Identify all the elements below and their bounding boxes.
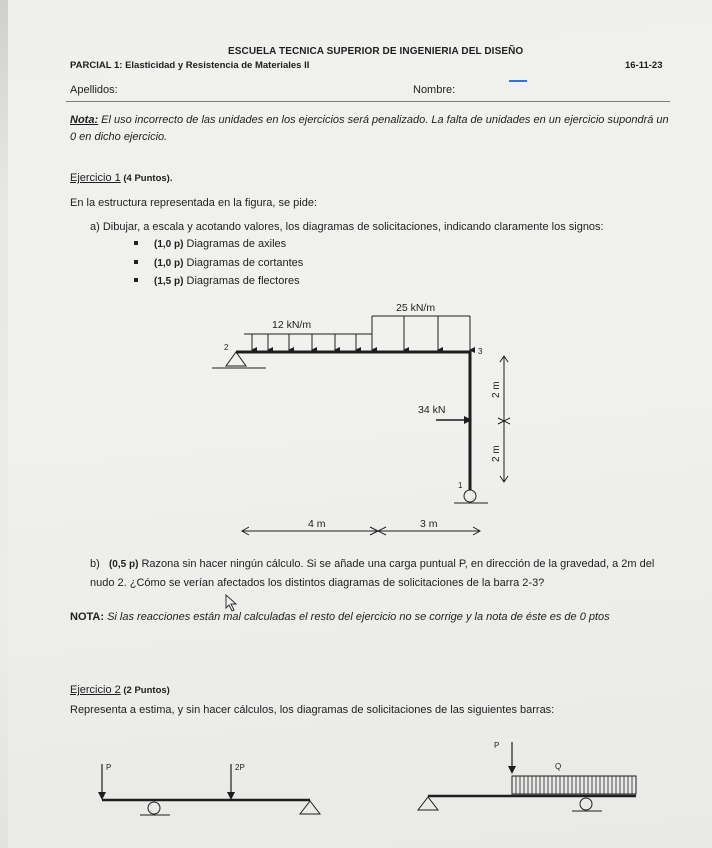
exercise2-points: (2 Puntos) [120,685,170,696]
warning-text: Si las reacciones están mal calculadas el resto del ejercicio no se corrige y la nota de éste es de 0 ptos [104,611,610,623]
node-label-1: 1 [458,481,463,490]
pin-support-icon [212,352,266,368]
part-b-text: Razona sin hacer ningún cálculo. Si se añade una carga puntual P, en dirección de la gravedad, a 2m del nudo 2. ¿Cómo se verían afectados los distintos diagramas de solicitaciones de la barra 2-3? [90,558,655,589]
exercise1-points: (4 Puntos). [120,173,173,184]
dim-label-h1: 4 m [308,518,326,530]
distributed-load-12 [244,334,372,350]
surname-label: Apellidos: [70,84,118,96]
node-label-2: 2 [224,343,229,352]
exam-title: PARCIAL 1: Elasticidad y Resistencia de Materiales II [70,60,310,71]
exercise1-part-b [90,555,675,593]
pin-support-icon [418,797,438,810]
item-text: Diagramas de axiles [183,238,287,250]
node-label-3: 3 [478,347,483,356]
exercise2-title [70,684,170,696]
part-b-label: b) [90,558,100,570]
school-name: ESCUELA TECNICA SUPERIOR DE INGENIERIA DEL DISEÑO [228,46,524,57]
exercise2-description: Representa a estima, y sin hacer cálculos, los diagramas de solicitaciones de las siguientes barras: [70,704,555,716]
horizontal-dimension [242,527,480,535]
beam-left [98,764,320,815]
dim-label-v2: 2 m [491,445,502,462]
vertical-dimension [498,356,510,482]
beam-left-load-p: P [106,763,112,772]
item-text: Diagramas de flectores [183,275,300,287]
exam-date: 16-11-23 [625,60,663,71]
roller-support-icon [580,798,592,810]
distributed-load-q [512,776,636,794]
frame-members [236,352,470,490]
name-label: Nombre: [413,84,456,96]
warning-label: NOTA: [70,611,105,623]
point-load-label: 34 kN [418,404,446,416]
exercise1-intro: En la estructura representada en la figura, se pide: [70,197,318,209]
roller-support-icon [148,802,160,814]
pin-support-icon [300,801,320,814]
item-text: Diagramas de cortantes [183,257,304,269]
mouse-cursor-icon [225,594,239,612]
note-label: Nota: [70,114,99,126]
note-text: El uso incorrecto de las unidades en los ejercicios será penalizado. La falta de unidades en un ejercicio supondrá un 0 en dicho ejercicio. [70,114,669,143]
item-points: (1,0 p) [154,239,184,250]
dim-label-h2: 3 m [420,518,438,530]
exercise2-beams-diagram [8,730,712,848]
frame-structure-diagram [8,0,712,560]
exercise1-part-a: a) Dibujar, a escala y acotando valores, los diagramas de solicitaciones, indicando claramente los signos: [90,221,604,233]
beam-left-load-2p: 2P [235,763,245,772]
part-b-points: (0,5 p) [108,559,139,570]
item-points: (1,5 p) [154,276,184,287]
item-points: (1,0 p) [154,258,184,269]
beam-right [418,742,636,811]
distributed-load-25 [372,316,470,350]
exercise1-warning [70,611,610,623]
beam-right-load-q: Q [555,762,562,771]
load-label-12: 12 kN/m [272,319,312,331]
beam-right-load-p: P [494,741,500,750]
load-label-25: 25 kN/m [396,302,436,314]
dim-label-v1: 2 m [491,381,502,398]
exercise2-heading: Ejercicio 2 [70,684,121,696]
roller-support-icon [454,490,488,503]
exercise1-heading: Ejercicio 1 [70,172,121,184]
exam-sheet [8,0,712,848]
